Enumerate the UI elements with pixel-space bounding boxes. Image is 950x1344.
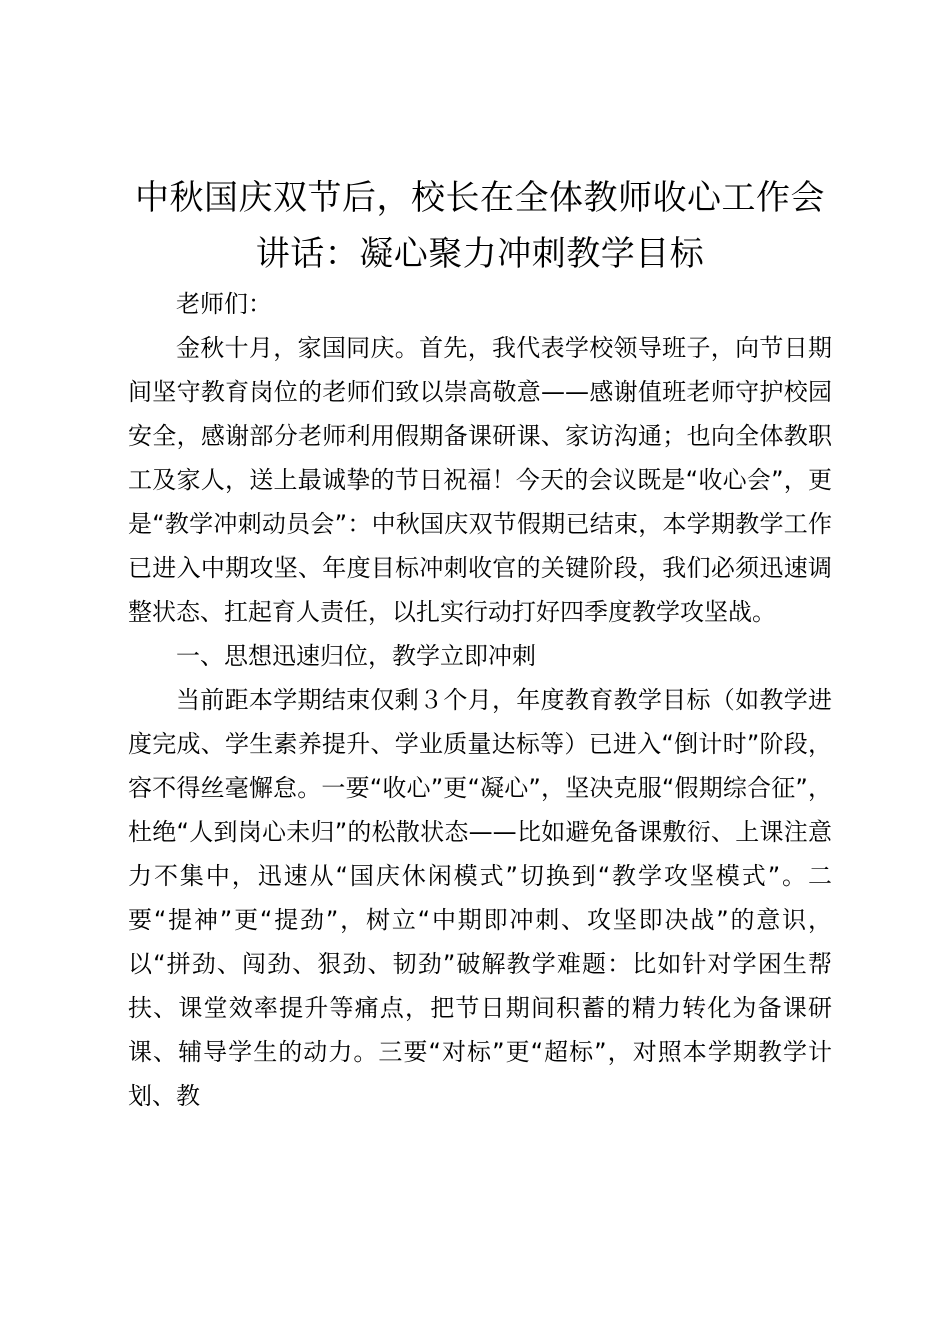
salutation: 老师们： bbox=[176, 290, 272, 318]
document-title: 中秋国庆双节后，校长在全体教师收心工作会讲话：凝心聚力冲刺教学目标 bbox=[135, 178, 825, 274]
intro-paragraph: 金秋十月，家国同庆。首先，我代表学校领导班子，向节日期间坚守教育岗位的老师们致以崇高敬意——感谢值班老师守护校园安全，感谢部分老师利用假期备课研课、家访沟通；也向全体教职工及家人，送上最诚挚的节日祝福！今天的会议既是“收心会”，更是“教学冲刺动员会”：中秋国庆双节假期已结束，本学期教学工作已进入中期攻坚、年度目标冲刺收官的关键阶段，我们必须迅速调整状态、扛起育人责任，以扎实行动打好四季度教学攻坚战。 bbox=[128, 334, 832, 626]
document-page bbox=[128, 170, 832, 1118]
section-paragraph-1: 当前距本学期结束仅剩３个月，年度教育教学目标（如教学进度完成、学生素养提升、学业质量达标等）已进入“倒计时”阶段，容不得丝毫懈怠。一要“收心”更“凝心”，坚决克服“假期综合征”，杜绝“人到岗心未归”的松散状态——比如避免备课敷衍、上课注意力不集中，迅速从“国庆休闲模式”切换到“教学攻坚模式”。二要“提神”更“提劲”，树立“中期即冲刺、攻坚即决战”的意识，以“拼劲、闯劲、狠劲、韧劲”破解教学难题：比如针对学困生帮扶、课堂效率提升等痛点，把节日期间积蓄的精力转化为备课研课、辅导学生的动力。三要“对标”更“超标”，对照本学期教学计划、教 bbox=[128, 686, 832, 1110]
section-heading-1: 一、思想迅速归位，教学立即冲刺 bbox=[176, 642, 536, 670]
